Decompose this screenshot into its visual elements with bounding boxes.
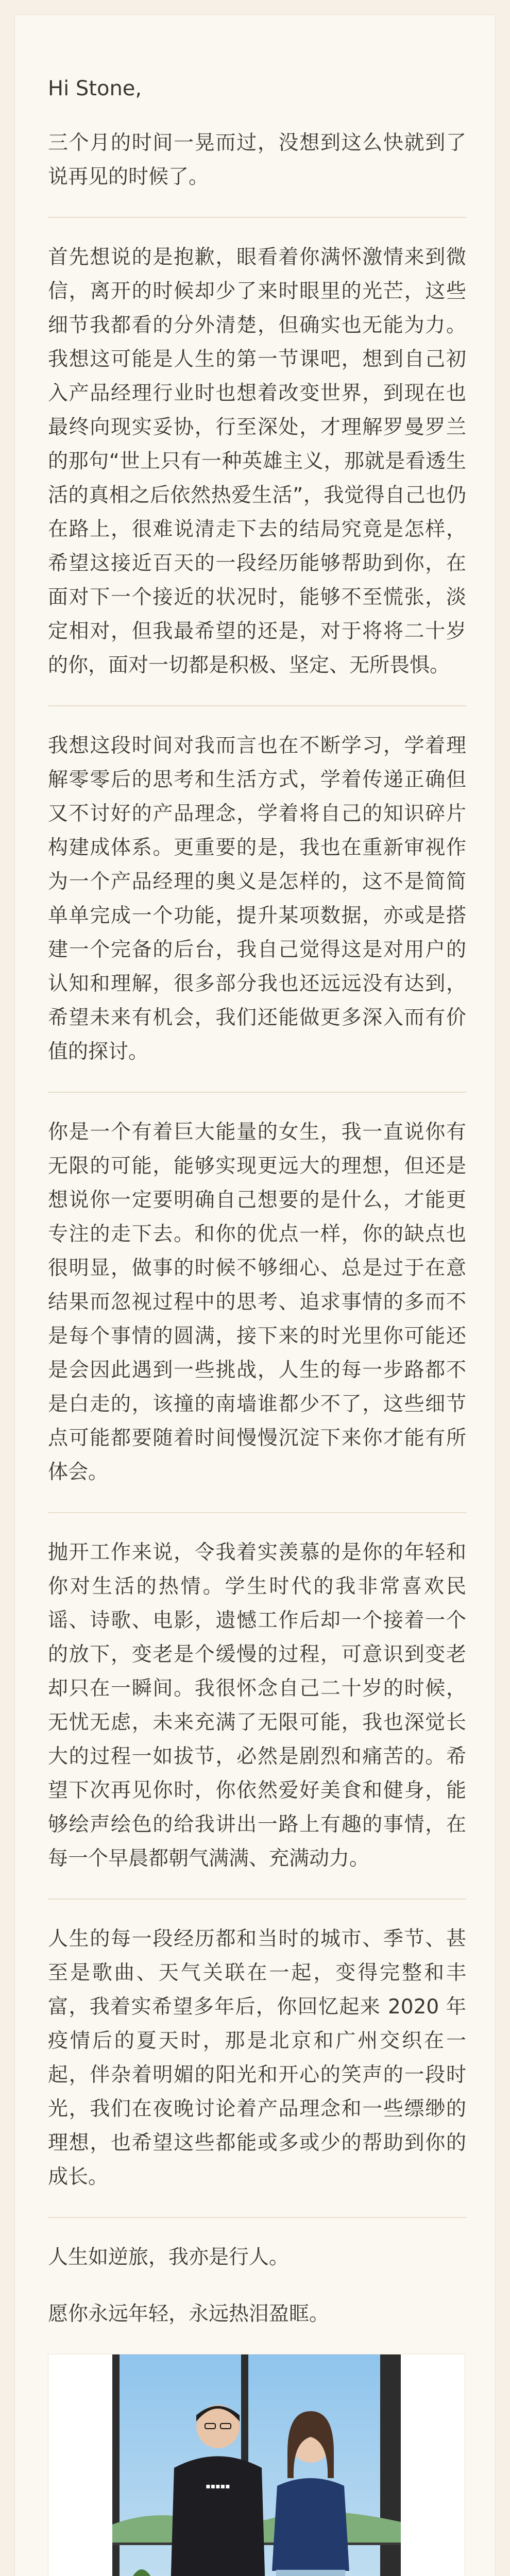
paragraph-2: 首先想说的是抱歉，眼看着你满怀激情来到微信，离开的时候却少了来时眼里的光芒，这些细节我都看的分外清楚，但确实也无能为力。我想这可能是人生的第一节课吧，想到自己初入产品经理行业时也想着改变世界，到现在也最终向现实妥协，行至深处，才理解罗曼罗兰的那句“世上只有一种英雄主义，那就是看透生活的真相之后依然热爱生活”，我觉得自己也仍在路上，很难说清走下去的结局究竟是怎样，希望这接近百天的一段经历能够帮助到你，在面对下一个接近的状况时，能够不至慌张，淡定相对，但我最希望的还是，对于将将二十岁的你，面对一切都是积极、坚定、无所畏惧。 bbox=[48, 246, 466, 677]
divider bbox=[48, 1512, 466, 1513]
paragraph-1: 三个月的时间一晃而过，没想到这么快就到了说再见的时候了。 bbox=[48, 131, 466, 189]
closing-line-2: 愿你永远年轻，永远热泪盈眶。 bbox=[48, 2302, 330, 2326]
letter-content bbox=[48, 51, 466, 2576]
greeting: Hi Stone, bbox=[48, 77, 142, 100]
divider bbox=[48, 1092, 466, 1093]
photo-icon bbox=[112, 2354, 401, 2576]
paragraph-6: 人生的每一段经历都和当时的城市、季节、甚至是歌曲、天气关联在一起，变得完整和丰富，我着实希望多年后，你回忆起来 2020 年疫情后的夏天时，那是北京和广州交织在一起，伴杂着明媚的阳光和开心的笑声的一段时光，我们在夜晚讨论着产品理念和一些缥缈的理想，也希望这些都能或多或少的帮助到你的成长。 bbox=[48, 1927, 466, 2189]
divider bbox=[48, 705, 466, 706]
paragraph-3: 我想这段时间对我而言也在不断学习，学着理解零零后的思考和生活方式，学着传递正确但又不讨好的产品理念，学着将自己的知识碎片构建成体系。更重要的是，我也在重新审视作为一个产品经理的奥义是怎样的，这不是简简单单完成一个功能，提升某项数据，亦或是搭建一个完备的后台，我自己觉得这是对用户的认知和理解，很多部分我也还远远没有达到，希望未来有机会，我们还能做更多深入而有价值的探讨。 bbox=[48, 734, 466, 1063]
note-paper bbox=[14, 14, 496, 2576]
paragraph-4: 你是一个有着巨大能量的女生，我一直说你有无限的可能，能够实现更远大的理想，但还是想说你一定要明确自己想要的是什么，才能更专注的走下去。和你的优点一样，你的缺点也很明显，做事的时候不够细心、总是过于在意结果而忽视过程中的思考、追求事情的多而不是每个事情的圆满，接下来的时光里你可能还是会因此遇到一些挑战，人生的每一步路都不是白走的，该撞的南墙谁都少不了，这些细节点可能都要随着时间慢慢沉淀下来你才能有所体会。 bbox=[48, 1121, 466, 1484]
divider bbox=[48, 217, 466, 218]
closing-line-1: 人生如逆旅，我亦是行人。 bbox=[48, 2246, 290, 2269]
divider bbox=[48, 1899, 466, 1900]
svg-text:▪▪▪▪▪: ▪▪▪▪▪ bbox=[206, 2482, 230, 2490]
divider bbox=[48, 2217, 466, 2218]
photo[interactable] bbox=[48, 2354, 465, 2576]
paragraph-5: 抛开工作来说，令我着实羡慕的是你的年轻和你对生活的热情。学生时代的我非常喜欢民谣、诗歌、电影，遗憾工作后却一个接着一个的放下，变老是个缓慢的过程，可意识到变老却只在一瞬间。我很怀念自己二十岁的时候，无忧无虑，未来充满了无限可能，我也深觉长大的过程一如拔节，必然是剧烈和痛苦的。希望下次再见你时，你依然爱好美食和健身，能够绘声绘色的给我讲出一路上有趣的事情，在每一个早晨都朝气满满、充满动力。 bbox=[48, 1541, 466, 1870]
